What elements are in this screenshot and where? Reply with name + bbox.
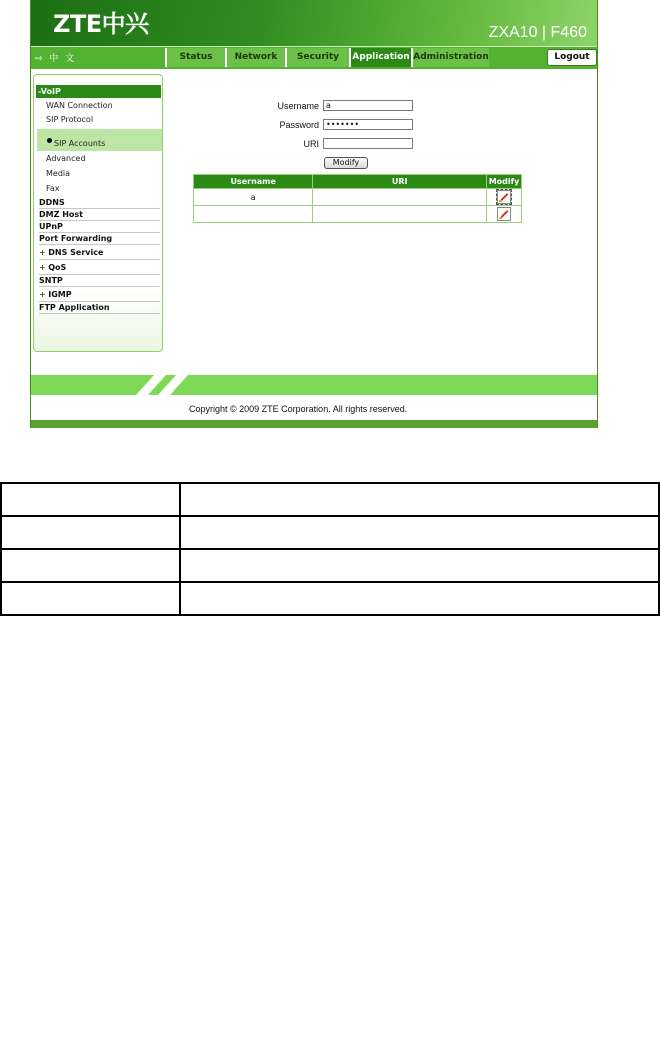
expand-plus-icon[interactable]: + xyxy=(39,290,49,299)
table-row xyxy=(194,189,522,206)
table-row xyxy=(1,483,659,516)
sidebar-item-qos[interactable] xyxy=(39,261,160,275)
modify-button[interactable]: Modify xyxy=(324,157,368,169)
logout-button[interactable]: Logout xyxy=(547,49,597,66)
sidebar-item-dns-service[interactable] xyxy=(39,246,160,260)
top-nav xyxy=(31,46,598,69)
username-field[interactable]: a xyxy=(323,100,413,111)
sidebar-item-port-forwarding[interactable]: Port Forwarding xyxy=(39,233,160,245)
sidebar-item-label: IGMP xyxy=(48,290,72,299)
tab-network[interactable]: Network xyxy=(225,48,285,67)
footer-band xyxy=(31,375,598,395)
edit-icon[interactable] xyxy=(497,190,511,204)
modify-cell xyxy=(487,189,522,206)
tab-security[interactable]: Security xyxy=(285,48,349,67)
edit-icon[interactable] xyxy=(497,207,511,221)
table-cell xyxy=(180,582,659,615)
sip-accounts-table xyxy=(193,174,522,223)
table-cell xyxy=(180,483,659,516)
table-cell xyxy=(1,516,180,549)
sidebar xyxy=(33,74,163,352)
sidebar-item-media[interactable]: Media xyxy=(46,169,71,178)
tab-status[interactable]: Status xyxy=(165,48,225,67)
language-switch[interactable]: ⇨ 中 文 xyxy=(35,54,77,64)
column-header-modify: Modify xyxy=(487,175,522,189)
bullet-icon xyxy=(47,138,52,143)
table-cell xyxy=(1,582,180,615)
table-row xyxy=(1,582,659,615)
uri-label: URI xyxy=(303,139,319,149)
tab-administration[interactable]: Administration xyxy=(411,48,489,67)
sidebar-item-ddns[interactable]: DDNS xyxy=(39,197,160,209)
sidebar-item-dmz-host[interactable]: DMZ Host xyxy=(39,209,160,221)
table-cell xyxy=(180,549,659,582)
column-header-username: Username xyxy=(194,175,313,189)
empty-document-table xyxy=(0,482,660,616)
password-label: Password xyxy=(279,120,319,130)
sidebar-item-fax[interactable]: Fax xyxy=(46,184,60,193)
password-field[interactable]: ••••••• xyxy=(323,119,413,130)
expand-plus-icon[interactable]: + xyxy=(39,248,49,257)
sidebar-item-wan-connection[interactable]: WAN Connection xyxy=(46,101,113,110)
copyright-text: Copyright © 2009 ZTE Corporation. All rights reserved. xyxy=(189,404,408,414)
router-web-ui xyxy=(30,0,598,428)
sidebar-item-upnp[interactable]: UPnP xyxy=(39,221,160,233)
uri-cell xyxy=(313,189,487,206)
table-row xyxy=(1,516,659,549)
modify-cell xyxy=(487,206,522,223)
sidebar-group-voip[interactable]: -VoIP xyxy=(36,85,161,98)
column-header-uri: URI xyxy=(313,175,487,189)
sidebar-item-sip-accounts[interactable] xyxy=(37,129,162,151)
username-label: Username xyxy=(277,101,319,111)
table-cell xyxy=(1,483,180,516)
sidebar-item-ftp-application[interactable]: FTP Application xyxy=(39,302,160,314)
table-row xyxy=(1,549,659,582)
expand-plus-icon[interactable]: + xyxy=(39,263,49,272)
sidebar-item-sntp[interactable]: SNTP xyxy=(39,275,160,287)
table-cell xyxy=(1,549,180,582)
table-cell xyxy=(180,516,659,549)
sidebar-item-label: SIP Accounts xyxy=(54,139,106,148)
zte-logo: ZTE中兴 xyxy=(53,10,149,38)
sidebar-item-sip-protocol[interactable]: SIP Protocol xyxy=(46,115,94,124)
sidebar-item-igmp[interactable] xyxy=(39,288,160,302)
sidebar-item-label: DNS Service xyxy=(48,248,104,257)
header-banner xyxy=(31,0,598,46)
uri-cell xyxy=(313,206,487,223)
tab-application[interactable]: Application xyxy=(349,48,411,67)
username-cell xyxy=(194,206,313,223)
sidebar-item-label: QoS xyxy=(48,263,67,272)
sidebar-item-advanced[interactable]: Advanced xyxy=(46,154,86,163)
username-cell: a xyxy=(194,189,313,206)
model-label: ZXA10 | F460 xyxy=(488,24,587,41)
table-row xyxy=(194,206,522,223)
uri-field[interactable] xyxy=(323,138,413,149)
footer-rule xyxy=(31,420,598,428)
